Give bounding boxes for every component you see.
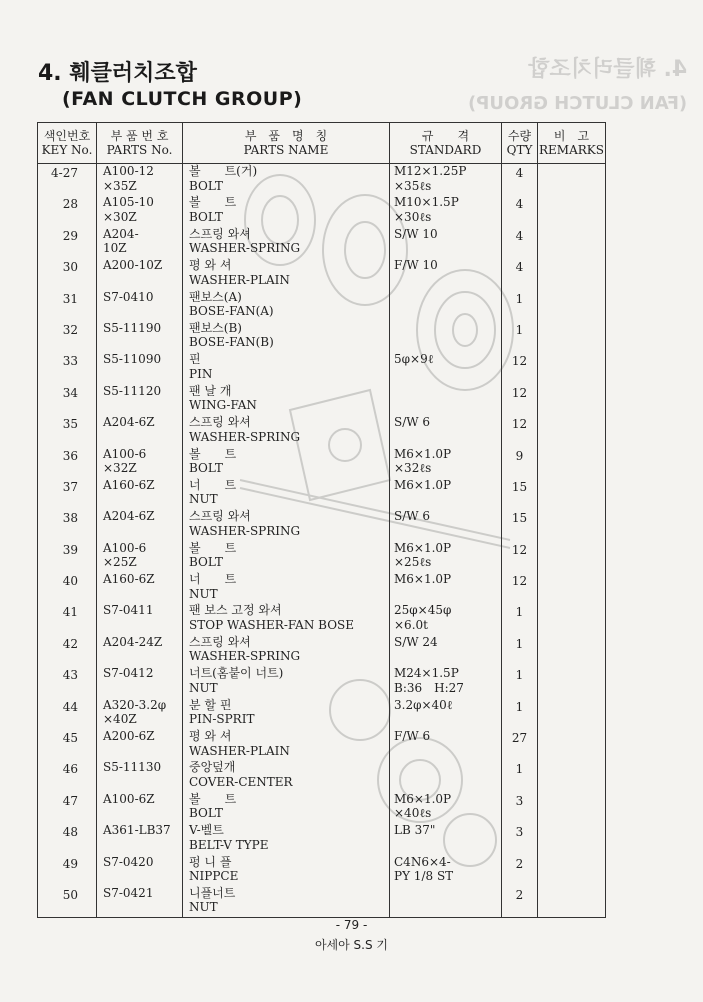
table-header-row [38,123,606,164]
cell-key-no: 50 [38,886,97,918]
cell-part-no: A100-12 ×35Z [97,164,183,196]
cell-part-name: 너트(홈붙이 너트) NUT [183,666,390,697]
cell-key-no: 48 [38,823,97,854]
cell-part-no: A160-6Z [97,572,183,603]
cell-standard: M6×1.0P ×25ℓs [390,541,502,572]
cell-part-no: A204-24Z [97,635,183,666]
cell-part-no: S7-0412 [97,666,183,697]
cell-part-no: A200-10Z [97,258,183,289]
cell-qty: 4 [502,195,538,226]
cell-part-no: S7-0411 [97,603,183,634]
cell-qty: 1 [502,603,538,634]
cell-part-no: A105-10 ×30Z [97,195,183,226]
cell-qty: 15 [502,478,538,509]
table-row [38,855,606,886]
cell-standard: M6×1.0P ×40ℓs [390,792,502,823]
cell-part-name: 스프링 와셔 WASHER-SPRING [183,415,390,446]
cell-part-name: 볼 트 BOLT [183,541,390,572]
table-row [38,572,606,603]
cell-part-name: 팬보스(A) BOSE-FAN(A) [183,290,390,321]
cell-part-name: 너 트 NUT [183,572,390,603]
cell-remarks [538,855,606,886]
cell-standard: C4N6×4- PY 1/8 ST [390,855,502,886]
table-row [38,164,606,196]
cell-key-no: 41 [38,603,97,634]
cell-qty: 9 [502,447,538,478]
cell-part-name: 팬 보스 고정 와셔 STOP WASHER-FAN BOSE [183,603,390,634]
table-row [38,352,606,383]
col-header-remarks: 비 고 REMARKS [538,123,606,164]
cell-part-no: A204-6Z [97,509,183,540]
cell-qty: 15 [502,509,538,540]
cell-standard: 3.2φ×40ℓ [390,698,502,729]
cell-remarks [538,666,606,697]
table-row [38,698,606,729]
cell-part-no: S5-11130 [97,760,183,791]
table-row [38,509,606,540]
cell-remarks [538,792,606,823]
table-row [38,760,606,791]
cell-part-name: 중앙덮개 COVER-CENTER [183,760,390,791]
cell-qty: 4 [502,258,538,289]
cell-standard: M6×1.0P ×32ℓs [390,447,502,478]
cell-part-name: 너 트 NUT [183,478,390,509]
cell-remarks [538,698,606,729]
cell-key-no: 42 [38,635,97,666]
table-row [38,478,606,509]
table-row [38,635,606,666]
cell-part-no: A160-6Z [97,478,183,509]
cell-part-name: 팬 날 개 WING-FAN [183,384,390,415]
cell-qty: 1 [502,635,538,666]
bleed-title-kr: 4. 훼클러치조합 [528,57,688,82]
cell-key-no: 32 [38,321,97,352]
bleed-through-heading [468,52,687,114]
cell-standard: S/W 6 [390,509,502,540]
cell-part-no: S7-0421 [97,886,183,918]
cell-qty: 1 [502,321,538,352]
cell-qty: 12 [502,352,538,383]
cell-standard: S/W 6 [390,415,502,446]
cell-key-no: 47 [38,792,97,823]
cell-remarks [538,447,606,478]
cell-remarks [538,478,606,509]
col-header-parts: 부 품 번 호 PARTS No. [97,123,183,164]
cell-key-no: 45 [38,729,97,760]
cell-standard: M6×1.0P [390,478,502,509]
cell-remarks [538,352,606,383]
cell-standard [390,321,502,352]
col-header-key: 색인번호 KEY No. [38,123,97,164]
cell-remarks [538,635,606,666]
table-row [38,541,606,572]
cell-qty: 1 [502,760,538,791]
cell-standard [390,290,502,321]
cell-part-no: A100-6Z [97,792,183,823]
page-title-kr: 4. 훼클러치조합 [38,61,197,86]
table-row [38,823,606,854]
cell-key-no: 40 [38,572,97,603]
cell-remarks [538,415,606,446]
cell-key-no: 34 [38,384,97,415]
table-row [38,384,606,415]
cell-part-name: 스프링 와셔 WASHER-SPRING [183,509,390,540]
table-row [38,447,606,478]
table-row [38,415,606,446]
cell-remarks [538,227,606,258]
cell-standard [390,886,502,918]
cell-qty: 1 [502,698,538,729]
cell-standard: M12×1.25P ×35ℓs [390,164,502,196]
footer-brand: 아세아 S.S 기 [314,938,389,952]
cell-remarks [538,760,606,791]
cell-qty: 2 [502,886,538,918]
bleed-title-en: (FAN CLUTCH GROUP) [468,93,688,114]
cell-key-no: 4-27 [38,164,97,196]
cell-qty: 1 [502,290,538,321]
table-row [38,603,606,634]
cell-key-no: 30 [38,258,97,289]
cell-qty: 2 [502,855,538,886]
cell-remarks [538,164,606,196]
table-row [38,321,606,352]
cell-standard: LB 37" [390,823,502,854]
cell-standard: S/W 24 [390,635,502,666]
cell-standard: 25φ×45φ ×6.0t [390,603,502,634]
cell-remarks [538,729,606,760]
cell-part-name: V-벨트 BELT-V TYPE [183,823,390,854]
cell-part-name: 분 할 핀 PIN-SPRIT [183,698,390,729]
cell-key-no: 31 [38,290,97,321]
cell-part-name: 팬보스(B) BOSE-FAN(B) [183,321,390,352]
cell-key-no: 39 [38,541,97,572]
cell-part-no: A204- 10Z [97,227,183,258]
cell-remarks [538,258,606,289]
cell-key-no: 29 [38,227,97,258]
cell-part-no: A200-6Z [97,729,183,760]
cell-qty: 27 [502,729,538,760]
cell-key-no: 33 [38,352,97,383]
cell-standard: S/W 10 [390,227,502,258]
cell-standard: F/W 6 [390,729,502,760]
cell-remarks [538,603,606,634]
cell-qty: 12 [502,415,538,446]
cell-qty: 3 [502,792,538,823]
cell-part-name: 볼 트(거) BOLT [183,164,390,196]
cell-part-name: 스프링 와셔 WASHER-SPRING [183,227,390,258]
cell-standard: F/W 10 [390,258,502,289]
cell-remarks [538,290,606,321]
cell-part-name: 볼 트 BOLT [183,447,390,478]
cell-standard: M10×1.5P ×30ℓs [390,195,502,226]
cell-part-name: 니플너트 NUT [183,886,390,918]
cell-qty: 12 [502,572,538,603]
cell-key-no: 28 [38,195,97,226]
cell-remarks [538,572,606,603]
cell-qty: 4 [502,227,538,258]
cell-part-no: S7-0420 [97,855,183,886]
cell-remarks [538,195,606,226]
cell-qty: 3 [502,823,538,854]
cell-standard [390,384,502,415]
table-row [38,886,606,918]
table-row [38,258,606,289]
table-row [38,729,606,760]
cell-part-no: S7-0410 [97,290,183,321]
cell-standard: M6×1.0P [390,572,502,603]
cell-part-no: A204-6Z [97,415,183,446]
table-row [38,792,606,823]
cell-qty: 1 [502,666,538,697]
cell-remarks [538,541,606,572]
cell-part-no: S5-11190 [97,321,183,352]
table-row [38,227,606,258]
table-row [38,195,606,226]
cell-remarks [538,321,606,352]
cell-part-name: 평 와 셔 WASHER-PLAIN [183,729,390,760]
cell-key-no: 38 [38,509,97,540]
cell-part-name: 평 와 셔 WASHER-PLAIN [183,258,390,289]
cell-key-no: 35 [38,415,97,446]
table-row [38,666,606,697]
cell-standard: 5φ×9ℓ [390,352,502,383]
page-number: - 79 - [335,918,368,932]
cell-part-name: 펑 니 플 NIPPCE [183,855,390,886]
cell-part-no: A320-3.2φ ×40Z [97,698,183,729]
cell-part-no: A361-LB37 [97,823,183,854]
cell-standard: M24×1.5P B:36 H:27 [390,666,502,697]
table-row [38,290,606,321]
col-header-qty: 수량 QTY [502,123,538,164]
cell-key-no: 46 [38,760,97,791]
cell-part-name: 스프링 와셔 WASHER-SPRING [183,635,390,666]
cell-part-no: S5-11090 [97,352,183,383]
cell-part-no: A100-6 ×25Z [97,541,183,572]
parts-table [37,122,606,918]
cell-remarks [538,384,606,415]
cell-key-no: 43 [38,666,97,697]
cell-key-no: 37 [38,478,97,509]
col-header-standard: 규 격 STANDARD [390,123,502,164]
cell-remarks [538,509,606,540]
cell-qty: 12 [502,384,538,415]
cell-part-no: S5-11120 [97,384,183,415]
cell-part-name: 볼 트 BOLT [183,792,390,823]
cell-remarks [538,886,606,918]
cell-qty: 12 [502,541,538,572]
cell-key-no: 44 [38,698,97,729]
cell-part-name: 볼 트 BOLT [183,195,390,226]
col-header-name: 부 품 명 칭 PARTS NAME [183,123,390,164]
cell-part-no: A100-6 ×32Z [97,447,183,478]
cell-key-no: 36 [38,447,97,478]
page-title-en: (FAN CLUTCH GROUP) [62,88,303,110]
cell-key-no: 49 [38,855,97,886]
cell-qty: 4 [502,164,538,196]
cell-part-name: 핀 PIN [183,352,390,383]
cell-standard [390,760,502,791]
cell-remarks [538,823,606,854]
